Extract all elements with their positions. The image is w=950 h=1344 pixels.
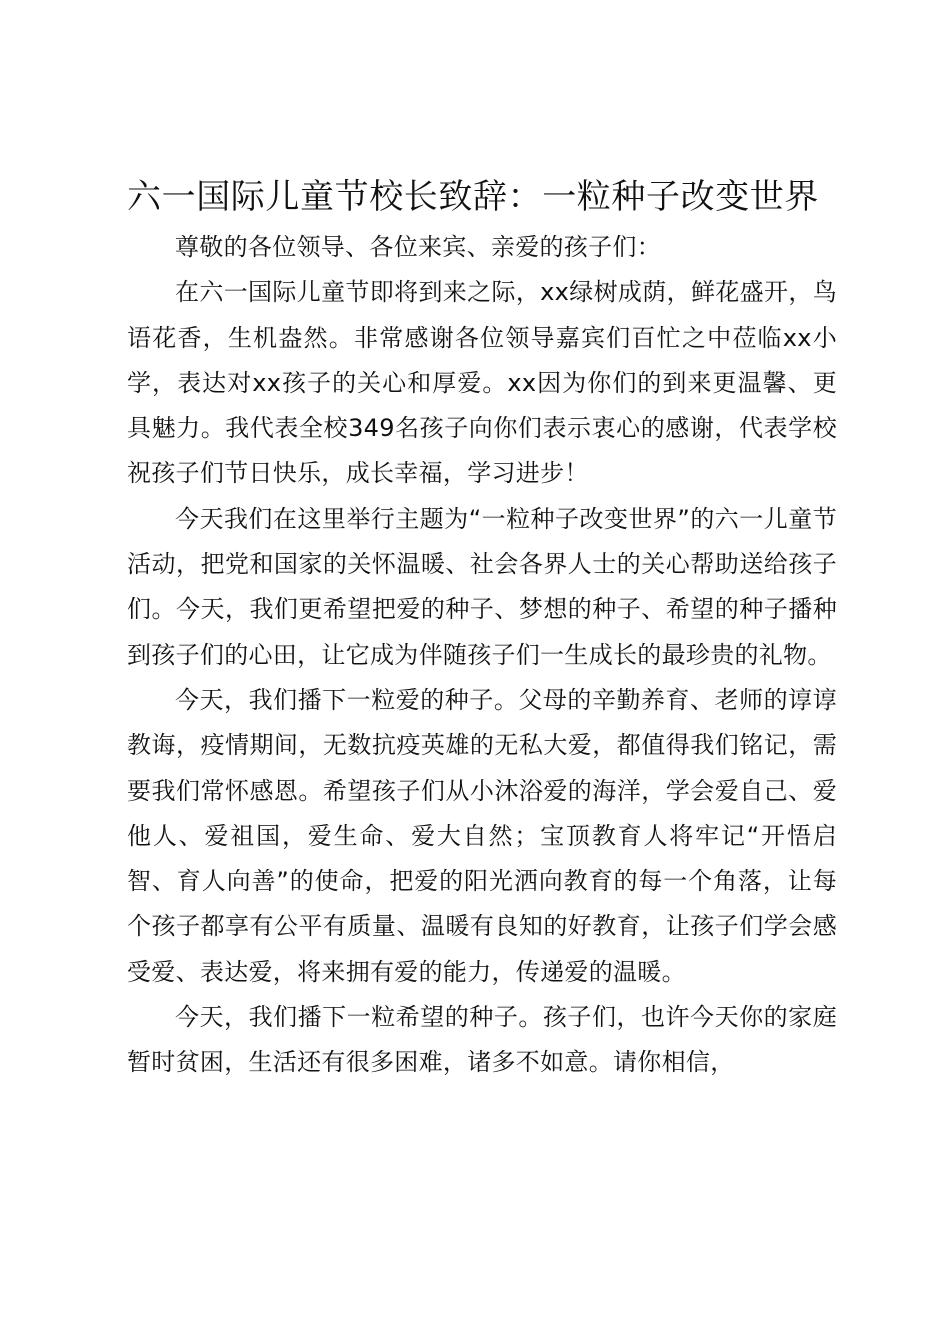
body-paragraph: 今天，我们播下一粒爱的种子。父母的辛勤养育、老师的谆谆教诲，疫情期间，无数抗疫英雄的无私大爱，都值得我们铭记，需要我们常怀感恩。希望孩子们从小沐浴爱的海洋，学会爱自己、爱他人、爱祖国，爱生命、爱大自然；宝顶教育人将牢记“开悟启智、育人向善”的使命，把爱的阳光洒向教育的每一个角落，让每个孩子都享有公平有质量、温暖有良知的好教育，让孩子们学会感受爱、表达爱，将来拥有爱的能力，传递爱的温暖。	[127, 685, 837, 986]
body-paragraph: 今天我们在这里举行主题为“一粒种子改变世界”的六一儿童节活动，把党和国家的关怀温暖、社会各界人士的关心帮助送给孩子们。今天，我们更希望把爱的种子、梦想的种子、希望的种子播种到孩子们的心田，让它成为伴随孩子们一生成长的最珍贵的礼物。	[127, 504, 837, 669]
document-body	[127, 225, 837, 1086]
body-paragraph: 在六一国际儿童节即将到来之际，xx绿树成荫，鲜花盛开，鸟语花香，生机盎然。非常感谢各位领导嘉宾们百忙之中莅临xx小学，表达对xx孩子的关心和厚爱。xx因为你们的到来更温馨、更具魅力。我代表全校349名孩子向你们表示衷心的感谢，代表学校祝孩子们节日快乐，成长幸福，学习进步！	[127, 278, 837, 488]
salutation-paragraph: 尊敬的各位领导、各位来宾、亲爱的孩子们：	[175, 233, 661, 261]
document-title: 六一国际儿童节校长致辞：一粒种子改变世界	[127, 177, 819, 217]
body-paragraph: 今天，我们播下一粒希望的种子。孩子们，也许今天你的家庭暂时贫困，生活还有很多困难，诸多不如意。请你相信，	[127, 1003, 837, 1077]
